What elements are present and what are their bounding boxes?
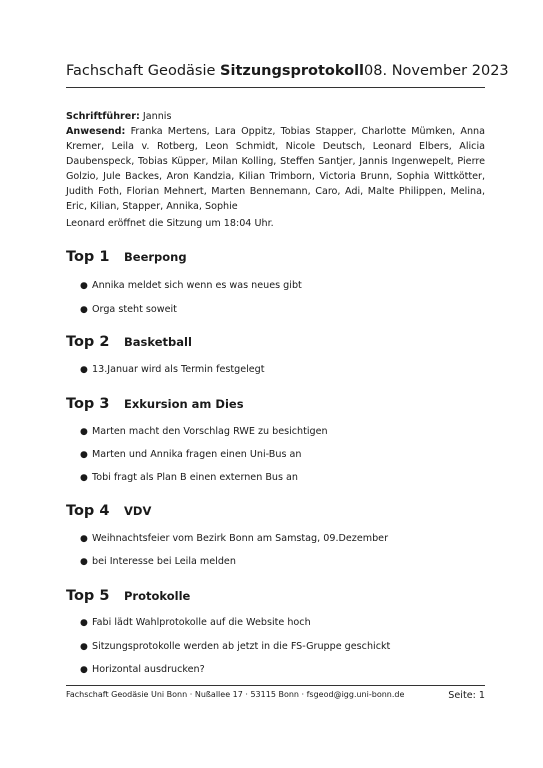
top-number: Top 3 (66, 396, 110, 412)
bullet-icon: ● (80, 642, 88, 652)
bullet-icon: ● (80, 365, 88, 375)
present-list: Franka Mertens, Lara Oppitz, Tobias Stapper, Charlotte Mümken, Anna Kremer, Leila v. Rotberg, Leon Schmidt, Nicole Deutsch, Leonard Elbers, Alicia Daubenspeck, Tobias Küpper, Milan Kolling, Steffen Santjer, Jannis Ingenwepelt, Pierre Golzio, Jule Backes, Aron Kandzia, Kilian Trimborn, Victoria Brunn, Sophia Wittkötter, Judith Foth, Florian Mehnert, Marten Bennemann, Caro, Adi, Malte Philippen, Melina, Eric, Kilian, Stapper, Annika, Sophie (66, 126, 485, 212)
list-item-text: Orga steht soweit (92, 304, 177, 315)
writer-name: Jannis (142, 111, 172, 122)
top-number: Top 1 (66, 249, 110, 265)
bullet-icon: ● (80, 534, 88, 544)
list-item (80, 533, 388, 544)
meta-block (66, 109, 485, 214)
list-item-text: Marten macht den Vorschlag RWE zu besichtigen (92, 426, 328, 437)
top-title: VDV (124, 504, 152, 518)
top-heading (66, 588, 190, 604)
list-item-text: Weihnachtsfeier vom Bezirk Bonn am Samstag, 09.Dezember (92, 533, 389, 544)
header-org: Fachschaft Geodäsie (66, 63, 216, 79)
top-number: Top 5 (66, 588, 110, 604)
list-item (80, 641, 390, 652)
list-item (80, 304, 177, 315)
list-item-text: bei Interesse bei Leila melden (92, 556, 236, 567)
header-title (66, 63, 364, 79)
list-item (80, 556, 236, 567)
bullet-icon: ● (80, 450, 88, 460)
top-heading (66, 396, 244, 412)
top-title: Beerpong (124, 250, 187, 264)
opening-line: Leonard eröffnet die Sitzung um 18:04 Uhr. (66, 218, 274, 229)
list-item (80, 617, 311, 628)
list-item-text: Sitzungsprotokolle werden ab jetzt in die FS-Gruppe geschickt (92, 641, 391, 652)
top-number: Top 2 (66, 334, 110, 350)
top-title: Protokolle (124, 589, 191, 603)
header-date: 08. November 2023 (364, 63, 509, 79)
top-heading (66, 503, 151, 519)
footer-address: Fachschaft Geodäsie Uni Bonn · Nußallee 17 · 53115 Bonn · fsgeod@igg.uni-bonn.de (66, 690, 405, 699)
top-number: Top 4 (66, 503, 110, 519)
list-item-text: Annika meldet sich wenn es was neues gibt (92, 280, 302, 291)
list-item-text: Fabi lädt Wahlprotokolle auf die Website hoch (92, 617, 311, 628)
page-footer (66, 690, 485, 701)
header-doc-title: Sitzungsprotokoll (220, 63, 365, 79)
bullet-icon: ● (80, 427, 88, 437)
writer-line (66, 109, 485, 124)
top-title: Basketball (124, 335, 192, 349)
footer-rule (66, 685, 485, 686)
top-heading (66, 249, 187, 265)
list-item (80, 364, 265, 375)
top-title: Exkursion am Dies (124, 397, 244, 411)
present-label: Anwesend: (66, 126, 126, 137)
top-heading (66, 334, 192, 350)
header-rule (66, 87, 485, 88)
writer-label: Schriftführer: (66, 111, 140, 122)
bullet-icon: ● (80, 305, 88, 315)
bullet-icon: ● (80, 618, 88, 628)
list-item-text: Marten und Annika fragen einen Uni-Bus an (92, 449, 302, 460)
page-number: Seite: 1 (448, 690, 485, 701)
bullet-icon: ● (80, 557, 88, 567)
list-item (80, 426, 328, 437)
list-item (80, 280, 302, 291)
list-item-text: Horizontal ausdrucken? (92, 664, 205, 675)
list-item (80, 472, 298, 483)
present-line (66, 124, 485, 214)
bullet-icon: ● (80, 281, 88, 291)
list-item-text: 13.Januar wird als Termin festgelegt (92, 364, 265, 375)
list-item (80, 449, 301, 460)
bullet-icon: ● (80, 473, 88, 483)
list-item (80, 664, 205, 675)
page-header (66, 63, 509, 85)
list-item-text: Tobi fragt als Plan B einen externen Bus an (92, 472, 299, 483)
bullet-icon: ● (80, 665, 88, 675)
